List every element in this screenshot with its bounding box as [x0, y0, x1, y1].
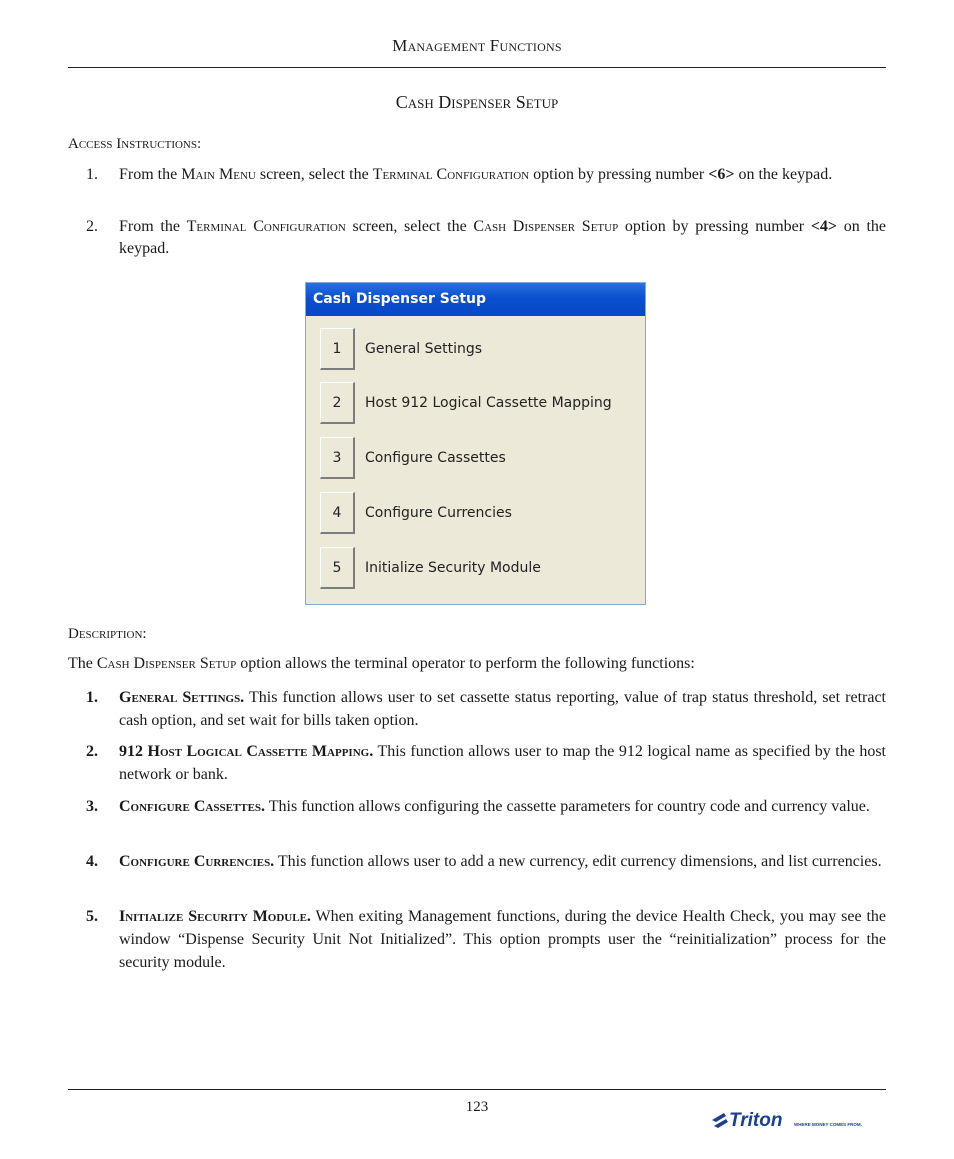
menu-button-5[interactable]: 5 [320, 547, 355, 589]
menu-button-3[interactable]: 3 [320, 437, 355, 479]
access-instructions-heading: Access Instructions: [68, 136, 202, 152]
step-text: From the Main Menu screen, select the Terminal Configuration option by pressing number <6> on the keypad. [119, 166, 833, 183]
menu-label: Initialize Security Module [365, 560, 541, 576]
dialog-title-bar: Cash Dispenser Setup [306, 283, 645, 316]
menu-label: General Settings [365, 341, 483, 357]
svg-text:Triton: Triton [729, 1110, 783, 1131]
menu-label: Configure Currencies [365, 505, 512, 521]
step-number: 2. [86, 218, 98, 235]
page-number: 123 [465, 1099, 489, 1115]
triton-logo-icon [710, 1107, 870, 1131]
description-intro: The Cash Dispenser Setup option allows the terminal operator to perform the following functions: [68, 655, 695, 672]
menu-label: Host 912 Logical Cassette Mapping [365, 395, 612, 411]
step-text: From the Terminal Configuration screen, select the Cash Dispenser Setup option by pressing number <4> on the keypad. [119, 218, 886, 257]
section-title: Cash Dispenser Setup [395, 92, 559, 112]
menu-button-1[interactable]: 1 [320, 328, 355, 370]
menu-button-2[interactable]: 2 [320, 382, 355, 424]
description-heading: Description: [68, 626, 147, 642]
header-rule [68, 67, 886, 68]
svg-text:WHERE MONEY COMES FROM.: WHERE MONEY COMES FROM. [794, 1122, 862, 1127]
menu-button-4[interactable]: 4 [320, 492, 355, 534]
running-header: Management Functions [392, 36, 562, 55]
menu-label: Configure Cassettes [365, 450, 506, 466]
footer-rule [68, 1089, 886, 1090]
step-number: 1. [86, 166, 98, 183]
cash-dispenser-setup-dialog [305, 282, 646, 605]
